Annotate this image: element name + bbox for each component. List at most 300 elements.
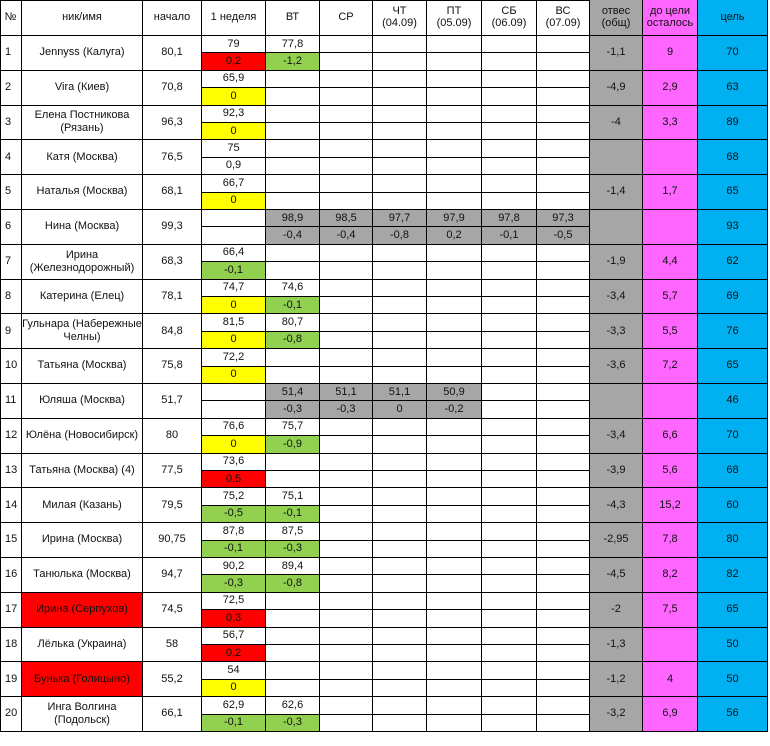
goal-weight[interactable]: 76 <box>698 314 768 349</box>
start-weight[interactable]: 77,5 <box>143 454 202 489</box>
day-change[interactable] <box>427 158 482 175</box>
day-weight[interactable] <box>427 488 482 505</box>
day-weight[interactable] <box>537 523 590 540</box>
start-weight[interactable]: 99,3 <box>143 210 202 245</box>
total-loss[interactable]: -4 <box>590 106 643 141</box>
day-weight[interactable]: 62,6 <box>266 697 320 714</box>
day-change[interactable] <box>266 610 320 627</box>
day-change[interactable] <box>427 88 482 105</box>
day-weight[interactable] <box>537 488 590 505</box>
day-weight[interactable] <box>537 245 590 262</box>
day-weight[interactable] <box>427 628 482 645</box>
day-change[interactable] <box>537 575 590 592</box>
day-change[interactable] <box>537 53 590 70</box>
goal-weight[interactable]: 50 <box>698 628 768 663</box>
start-weight[interactable]: 94,7 <box>143 558 202 593</box>
day-change[interactable] <box>373 680 427 697</box>
total-loss[interactable]: -1,4 <box>590 175 643 210</box>
day-weight[interactable]: 81,5 <box>202 314 266 331</box>
day-weight[interactable] <box>266 175 320 192</box>
day-weight[interactable] <box>373 488 427 505</box>
day-weight[interactable] <box>320 314 373 331</box>
day-change[interactable] <box>427 193 482 210</box>
day-change[interactable] <box>537 506 590 523</box>
goal-weight[interactable]: 93 <box>698 210 768 245</box>
day-weight[interactable] <box>320 419 373 436</box>
day-change[interactable]: -0,1 <box>266 297 320 314</box>
day-weight[interactable] <box>320 280 373 297</box>
header-left-to-goal[interactable]: до цели осталось <box>643 0 698 36</box>
day-change[interactable] <box>266 367 320 384</box>
day-change[interactable]: 0,2 <box>427 227 482 244</box>
day-weight[interactable] <box>373 140 427 157</box>
participant-name[interactable]: Лёлька (Украина) <box>22 628 143 663</box>
participant-name[interactable]: Нина (Москва) <box>22 210 143 245</box>
day-weight[interactable] <box>373 71 427 88</box>
row-number[interactable]: 7 <box>0 245 22 280</box>
day-weight[interactable]: 75,1 <box>266 488 320 505</box>
goal-weight[interactable]: 60 <box>698 488 768 523</box>
day-change[interactable] <box>320 471 373 488</box>
day-change[interactable] <box>537 401 590 418</box>
total-loss[interactable]: -1,2 <box>590 662 643 697</box>
day-weight[interactable] <box>373 175 427 192</box>
day-weight[interactable] <box>373 454 427 471</box>
goal-weight[interactable]: 56 <box>698 697 768 732</box>
start-weight[interactable]: 51,7 <box>143 384 202 419</box>
day-weight[interactable] <box>482 419 537 436</box>
day-change[interactable] <box>373 575 427 592</box>
day-change[interactable] <box>373 193 427 210</box>
day-weight[interactable] <box>373 245 427 262</box>
day-change[interactable]: 0 <box>202 367 266 384</box>
day-change[interactable] <box>266 123 320 140</box>
day-weight[interactable]: 98,5 <box>320 210 373 227</box>
participant-name[interactable]: Юлёна (Новосибирск) <box>22 419 143 454</box>
total-loss[interactable]: -1,3 <box>590 628 643 663</box>
left-to-goal[interactable] <box>643 140 698 175</box>
start-weight[interactable]: 80,1 <box>143 36 202 71</box>
day-weight[interactable] <box>482 175 537 192</box>
goal-weight[interactable]: 46 <box>698 384 768 419</box>
day-weight[interactable]: 97,3 <box>537 210 590 227</box>
participant-name[interactable]: Татьяна (Москва) (4) <box>22 454 143 489</box>
participant-name[interactable]: Vira (Киев) <box>22 71 143 106</box>
start-weight[interactable]: 80 <box>143 419 202 454</box>
day-weight[interactable] <box>537 36 590 53</box>
day-weight[interactable] <box>320 697 373 714</box>
day-weight[interactable]: 65,9 <box>202 71 266 88</box>
day-weight[interactable] <box>537 349 590 366</box>
day-change[interactable] <box>320 123 373 140</box>
day-change[interactable]: 0 <box>202 88 266 105</box>
left-to-goal[interactable]: 7,8 <box>643 523 698 558</box>
day-weight[interactable] <box>427 697 482 714</box>
row-number[interactable]: 20 <box>0 697 22 732</box>
day-change[interactable] <box>482 645 537 662</box>
day-change[interactable] <box>482 297 537 314</box>
row-number[interactable]: 14 <box>0 488 22 523</box>
day-weight[interactable] <box>537 593 590 610</box>
day-change[interactable] <box>427 123 482 140</box>
row-number[interactable]: 19 <box>0 662 22 697</box>
left-to-goal[interactable]: 4 <box>643 662 698 697</box>
start-weight[interactable]: 96,3 <box>143 106 202 141</box>
left-to-goal[interactable] <box>643 384 698 419</box>
day-change[interactable]: -0,9 <box>266 436 320 453</box>
goal-weight[interactable]: 69 <box>698 280 768 315</box>
left-to-goal[interactable]: 5,6 <box>643 454 698 489</box>
day-change[interactable] <box>320 680 373 697</box>
left-to-goal[interactable]: 5,7 <box>643 280 698 315</box>
start-weight[interactable]: 68,1 <box>143 175 202 210</box>
goal-weight[interactable]: 63 <box>698 71 768 106</box>
day-weight[interactable]: 87,5 <box>266 523 320 540</box>
day-weight[interactable] <box>373 662 427 679</box>
day-change[interactable]: -0,3 <box>320 401 373 418</box>
day-weight[interactable]: 87,8 <box>202 523 266 540</box>
row-number[interactable]: 18 <box>0 628 22 663</box>
participant-name[interactable]: Катя (Москва) <box>22 140 143 175</box>
day-weight[interactable] <box>427 419 482 436</box>
day-change[interactable]: -0,3 <box>266 715 320 732</box>
day-change[interactable] <box>482 158 537 175</box>
total-loss[interactable] <box>590 140 643 175</box>
header-week1[interactable]: 1 неделя <box>202 0 266 36</box>
day-change[interactable] <box>266 88 320 105</box>
day-change[interactable] <box>320 367 373 384</box>
header-start[interactable]: начало <box>143 0 202 36</box>
day-change[interactable] <box>427 262 482 279</box>
day-weight[interactable] <box>320 140 373 157</box>
day-weight[interactable] <box>320 71 373 88</box>
day-weight[interactable]: 56,7 <box>202 628 266 645</box>
participant-name[interactable]: Бунька (Голицыно) <box>22 662 143 697</box>
day-change[interactable] <box>373 53 427 70</box>
day-change[interactable] <box>320 53 373 70</box>
day-weight[interactable] <box>266 245 320 262</box>
left-to-goal[interactable] <box>643 210 698 245</box>
start-weight[interactable]: 75,8 <box>143 349 202 384</box>
day-weight[interactable] <box>482 662 537 679</box>
day-change[interactable] <box>537 367 590 384</box>
day-weight[interactable]: 62,9 <box>202 697 266 714</box>
day-change[interactable] <box>427 680 482 697</box>
day-change[interactable] <box>537 332 590 349</box>
day-change[interactable] <box>320 158 373 175</box>
day-weight[interactable] <box>427 558 482 575</box>
goal-weight[interactable]: 82 <box>698 558 768 593</box>
day-weight[interactable] <box>427 593 482 610</box>
total-loss[interactable]: -3,6 <box>590 349 643 384</box>
day-change[interactable] <box>482 367 537 384</box>
day-weight[interactable] <box>537 71 590 88</box>
start-weight[interactable]: 68,3 <box>143 245 202 280</box>
day-weight[interactable] <box>482 245 537 262</box>
day-change[interactable]: -0,2 <box>427 401 482 418</box>
day-change[interactable] <box>320 297 373 314</box>
day-weight[interactable] <box>373 697 427 714</box>
goal-weight[interactable]: 68 <box>698 140 768 175</box>
day-change[interactable] <box>427 575 482 592</box>
day-change[interactable] <box>373 610 427 627</box>
day-change[interactable] <box>373 715 427 732</box>
day-weight[interactable] <box>427 106 482 123</box>
day-change[interactable] <box>482 575 537 592</box>
day-weight[interactable] <box>482 384 537 401</box>
day-weight[interactable] <box>266 662 320 679</box>
left-to-goal[interactable]: 7,5 <box>643 593 698 628</box>
day-change[interactable] <box>537 436 590 453</box>
day-change[interactable] <box>537 645 590 662</box>
day-weight[interactable] <box>427 349 482 366</box>
day-change[interactable] <box>482 610 537 627</box>
day-weight[interactable] <box>266 349 320 366</box>
total-loss[interactable]: -2,95 <box>590 523 643 558</box>
goal-weight[interactable]: 65 <box>698 349 768 384</box>
day-weight[interactable] <box>373 106 427 123</box>
day-change[interactable] <box>537 471 590 488</box>
day-weight[interactable] <box>373 593 427 610</box>
left-to-goal[interactable]: 5,5 <box>643 314 698 349</box>
day-change[interactable]: -0,3 <box>202 575 266 592</box>
day-change[interactable]: -0,8 <box>266 332 320 349</box>
day-change[interactable]: 0 <box>202 436 266 453</box>
day-weight[interactable] <box>537 558 590 575</box>
day-weight[interactable]: 75 <box>202 140 266 157</box>
day-weight[interactable]: 50,9 <box>427 384 482 401</box>
header-name[interactable]: ник/имя <box>22 0 143 36</box>
total-loss[interactable]: -1,1 <box>590 36 643 71</box>
day-weight[interactable] <box>427 314 482 331</box>
day-weight[interactable]: 89,4 <box>266 558 320 575</box>
day-change[interactable] <box>427 541 482 558</box>
day-change[interactable] <box>537 610 590 627</box>
left-to-goal[interactable] <box>643 628 698 663</box>
header-loss-total[interactable]: отвес (общ) <box>590 0 643 36</box>
goal-weight[interactable]: 80 <box>698 523 768 558</box>
row-number[interactable]: 15 <box>0 523 22 558</box>
day-change[interactable] <box>482 715 537 732</box>
row-number[interactable]: 1 <box>0 36 22 71</box>
participant-name[interactable]: Татьяна (Москва) <box>22 349 143 384</box>
left-to-goal[interactable]: 2,9 <box>643 71 698 106</box>
day-change[interactable] <box>482 506 537 523</box>
participant-name[interactable]: Ирина (Москва) <box>22 523 143 558</box>
day-change[interactable]: -0,3 <box>266 541 320 558</box>
row-number[interactable]: 9 <box>0 314 22 349</box>
header-wed[interactable]: СР <box>320 0 373 36</box>
day-weight[interactable] <box>482 523 537 540</box>
day-weight[interactable] <box>373 419 427 436</box>
day-weight[interactable] <box>266 454 320 471</box>
day-weight[interactable] <box>482 454 537 471</box>
day-change[interactable] <box>266 262 320 279</box>
day-weight[interactable] <box>482 628 537 645</box>
day-weight[interactable] <box>482 593 537 610</box>
day-change[interactable] <box>320 541 373 558</box>
day-change[interactable] <box>266 680 320 697</box>
day-weight[interactable] <box>373 558 427 575</box>
left-to-goal[interactable]: 3,3 <box>643 106 698 141</box>
row-number[interactable]: 11 <box>0 384 22 419</box>
day-change[interactable]: -0,4 <box>266 227 320 244</box>
goal-weight[interactable]: 70 <box>698 36 768 71</box>
day-weight[interactable]: 66,7 <box>202 175 266 192</box>
day-change[interactable] <box>266 471 320 488</box>
day-change[interactable]: 0 <box>202 123 266 140</box>
row-number[interactable]: 13 <box>0 454 22 489</box>
total-loss[interactable] <box>590 210 643 245</box>
day-change[interactable] <box>427 645 482 662</box>
day-change[interactable] <box>373 541 427 558</box>
day-change[interactable] <box>320 506 373 523</box>
day-weight[interactable] <box>427 175 482 192</box>
day-weight[interactable] <box>537 628 590 645</box>
header-fri[interactable]: ПТ (05.09) <box>427 0 482 36</box>
day-change[interactable] <box>482 193 537 210</box>
day-change[interactable] <box>320 715 373 732</box>
total-loss[interactable]: -3,4 <box>590 419 643 454</box>
day-change[interactable]: -0,4 <box>320 227 373 244</box>
goal-weight[interactable]: 70 <box>698 419 768 454</box>
day-weight[interactable] <box>373 628 427 645</box>
day-change[interactable] <box>482 401 537 418</box>
day-weight[interactable] <box>320 106 373 123</box>
day-change[interactable] <box>537 541 590 558</box>
day-weight[interactable] <box>320 175 373 192</box>
day-weight[interactable] <box>266 593 320 610</box>
total-loss[interactable]: -4,3 <box>590 488 643 523</box>
day-change[interactable] <box>482 541 537 558</box>
day-weight[interactable] <box>482 106 537 123</box>
day-weight[interactable] <box>373 314 427 331</box>
day-change[interactable]: -0,5 <box>202 506 266 523</box>
total-loss[interactable]: -1,9 <box>590 245 643 280</box>
day-change[interactable] <box>482 680 537 697</box>
goal-weight[interactable]: 65 <box>698 593 768 628</box>
day-weight[interactable]: 98,9 <box>266 210 320 227</box>
day-weight[interactable] <box>320 245 373 262</box>
day-weight[interactable] <box>202 210 266 227</box>
day-change[interactable] <box>320 575 373 592</box>
day-weight[interactable]: 92,3 <box>202 106 266 123</box>
day-change[interactable] <box>427 471 482 488</box>
day-change[interactable] <box>427 715 482 732</box>
start-weight[interactable]: 70,8 <box>143 71 202 106</box>
header-sat[interactable]: СБ (06.09) <box>482 0 537 36</box>
day-change[interactable]: -0,8 <box>266 575 320 592</box>
participant-name[interactable]: Милая (Казань) <box>22 488 143 523</box>
participant-name[interactable]: Елена Постникова (Рязань) <box>22 106 143 141</box>
day-change[interactable] <box>266 158 320 175</box>
day-change[interactable] <box>373 297 427 314</box>
day-change[interactable] <box>482 53 537 70</box>
day-change[interactable] <box>482 262 537 279</box>
day-weight[interactable] <box>482 71 537 88</box>
header-tue[interactable]: ВТ <box>266 0 320 36</box>
day-weight[interactable] <box>427 523 482 540</box>
day-weight[interactable] <box>537 697 590 714</box>
day-change[interactable] <box>373 367 427 384</box>
day-change[interactable] <box>427 436 482 453</box>
day-change[interactable] <box>537 680 590 697</box>
left-to-goal[interactable]: 6,9 <box>643 697 698 732</box>
day-weight[interactable] <box>320 523 373 540</box>
day-weight[interactable] <box>537 140 590 157</box>
day-weight[interactable] <box>320 593 373 610</box>
left-to-goal[interactable]: 7,2 <box>643 349 698 384</box>
total-loss[interactable]: -3,4 <box>590 280 643 315</box>
day-weight[interactable] <box>320 628 373 645</box>
header-number[interactable]: № <box>0 0 22 36</box>
day-change[interactable] <box>373 88 427 105</box>
day-weight[interactable] <box>266 140 320 157</box>
day-weight[interactable] <box>202 384 266 401</box>
day-change[interactable] <box>373 262 427 279</box>
participant-name[interactable]: Ирина (Серпухов) <box>22 593 143 628</box>
day-change[interactable] <box>537 262 590 279</box>
start-weight[interactable]: 78,1 <box>143 280 202 315</box>
day-change[interactable]: -0,1 <box>202 715 266 732</box>
row-number[interactable]: 12 <box>0 419 22 454</box>
start-weight[interactable]: 79,5 <box>143 488 202 523</box>
day-weight[interactable] <box>482 349 537 366</box>
start-weight[interactable]: 84,8 <box>143 314 202 349</box>
day-change[interactable] <box>427 367 482 384</box>
left-to-goal[interactable]: 9 <box>643 36 698 71</box>
day-weight[interactable] <box>427 662 482 679</box>
day-weight[interactable] <box>537 106 590 123</box>
day-change[interactable] <box>320 332 373 349</box>
day-change[interactable] <box>537 715 590 732</box>
day-change[interactable] <box>266 193 320 210</box>
participant-name[interactable]: Ирина (Железнодорожный) <box>22 245 143 280</box>
day-change[interactable] <box>537 297 590 314</box>
day-change[interactable] <box>202 227 266 244</box>
goal-weight[interactable]: 62 <box>698 245 768 280</box>
day-weight[interactable] <box>537 175 590 192</box>
goal-weight[interactable]: 68 <box>698 454 768 489</box>
day-change[interactable]: 0 <box>202 193 266 210</box>
day-change[interactable] <box>427 297 482 314</box>
day-change[interactable] <box>202 401 266 418</box>
row-number[interactable]: 3 <box>0 106 22 141</box>
day-change[interactable] <box>427 506 482 523</box>
day-weight[interactable] <box>427 71 482 88</box>
day-weight[interactable]: 54 <box>202 662 266 679</box>
day-change[interactable] <box>373 436 427 453</box>
start-weight[interactable]: 58 <box>143 628 202 663</box>
total-loss[interactable]: -4,9 <box>590 71 643 106</box>
header-thu[interactable]: ЧТ (04.09) <box>373 0 427 36</box>
day-change[interactable]: 0 <box>202 332 266 349</box>
day-weight[interactable] <box>320 36 373 53</box>
day-weight[interactable]: 97,8 <box>482 210 537 227</box>
total-loss[interactable] <box>590 384 643 419</box>
total-loss[interactable]: -3,3 <box>590 314 643 349</box>
day-weight[interactable] <box>427 280 482 297</box>
row-number[interactable]: 10 <box>0 349 22 384</box>
day-change[interactable]: 0 <box>202 297 266 314</box>
day-weight[interactable] <box>266 106 320 123</box>
day-weight[interactable]: 72,2 <box>202 349 266 366</box>
left-to-goal[interactable]: 8,2 <box>643 558 698 593</box>
day-weight[interactable]: 51,4 <box>266 384 320 401</box>
day-change[interactable]: -0,5 <box>537 227 590 244</box>
day-weight[interactable] <box>482 697 537 714</box>
day-weight[interactable] <box>320 662 373 679</box>
